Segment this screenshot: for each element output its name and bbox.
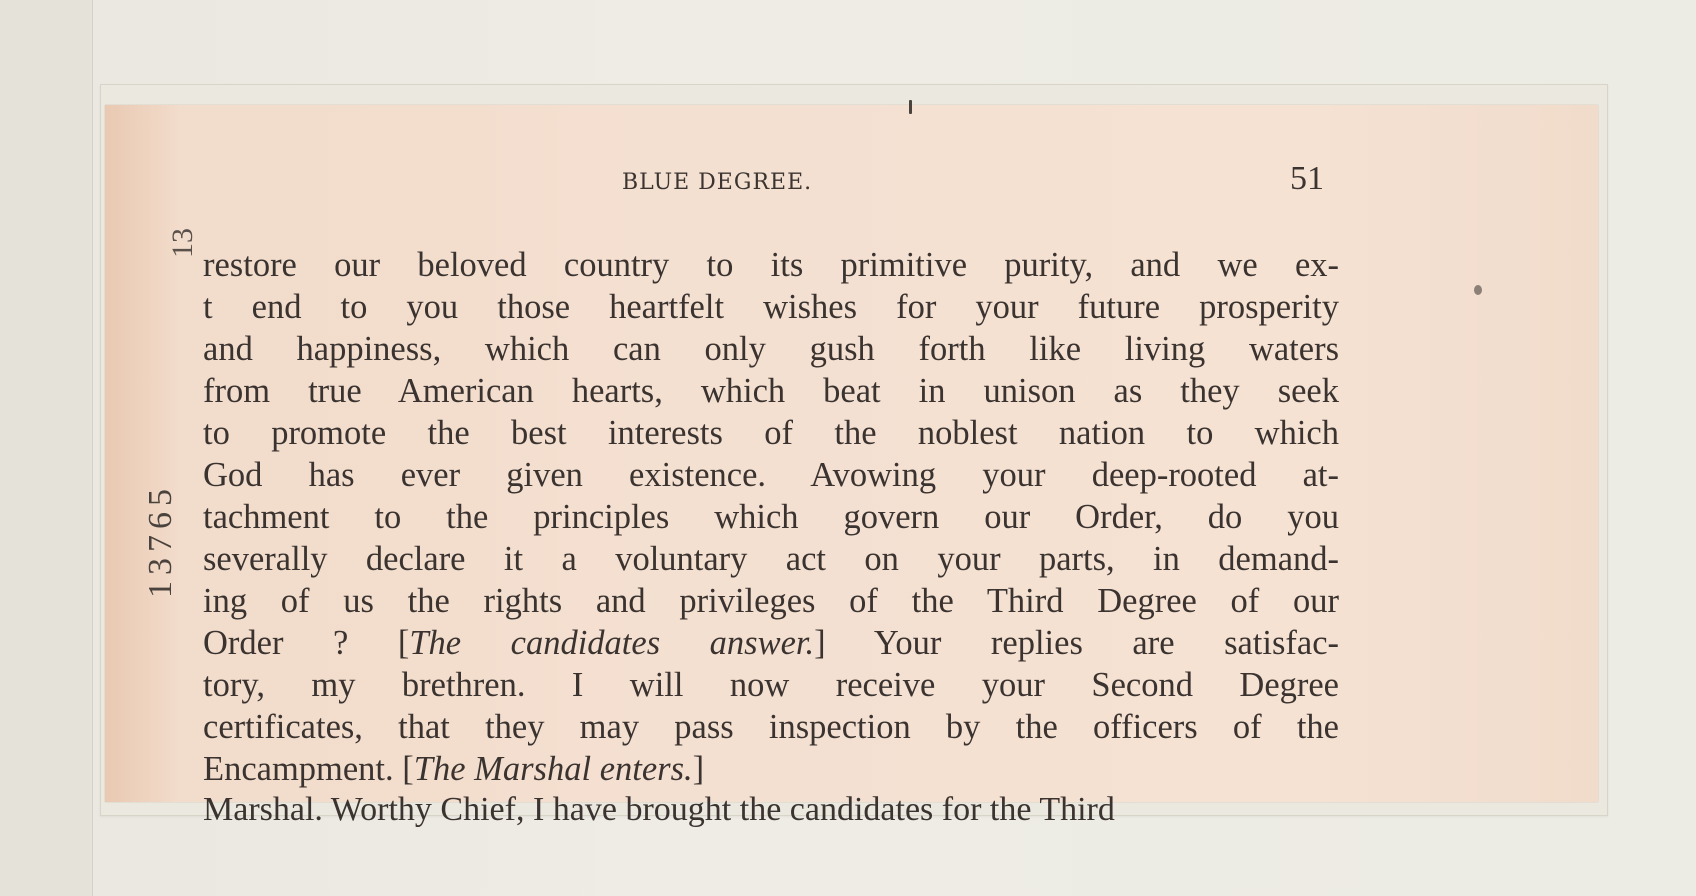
line-text: ] Your replies are satisfac- <box>814 624 1340 662</box>
text-line: restore our beloved country to its primitive purity, and we ex- <box>203 246 1339 284</box>
text-line: tachment to the principles which govern our Order, do you <box>203 498 1339 536</box>
text-line: severally declare it a voluntary act on your parts, in demand- <box>203 540 1339 578</box>
cutoff-line-text: Marshal. Worthy Chief, I have brought the candidates for the Third <box>203 791 1115 828</box>
side-accession-number: 13765 <box>142 483 179 598</box>
text-line: t end to you those heartfelt wishes for your future prosperity <box>203 288 1339 326</box>
text-line <box>203 622 1339 664</box>
line-text: ] <box>692 750 705 788</box>
line-text: Order ? [ <box>203 624 410 662</box>
paper-speck <box>1474 285 1482 295</box>
left-margin-strip <box>0 0 93 896</box>
text-line: to promote the best interests of the noblest nation to which <box>203 414 1339 452</box>
text-line: certificates, that they may pass inspection by the officers of the <box>203 708 1339 746</box>
stage-direction: The candidates answer. <box>409 624 815 662</box>
line-text: Encampment. [ <box>203 750 414 788</box>
running-head: BLUE DEGREE. <box>622 170 813 195</box>
paper-speck <box>909 100 912 114</box>
stage-direction: The Marshal enters. <box>413 750 693 788</box>
text-line <box>203 748 1339 790</box>
text-line: from true American hearts, which beat in unison as they seek <box>203 372 1339 410</box>
text-line: tory, my brethren. I will now receive your Second Degree <box>203 666 1339 704</box>
text-line: and happiness, which can only gush forth like living waters <box>203 330 1339 368</box>
page-number: 51 <box>1290 160 1324 197</box>
body-text <box>203 244 1339 790</box>
side-mark-top: 13 <box>166 228 199 258</box>
cutoff-line <box>203 791 1339 828</box>
text-line: ing of us the rights and privileges of the Third Degree of our <box>203 582 1339 620</box>
text-line: God has ever given existence. Avowing your deep-rooted at- <box>203 456 1339 494</box>
